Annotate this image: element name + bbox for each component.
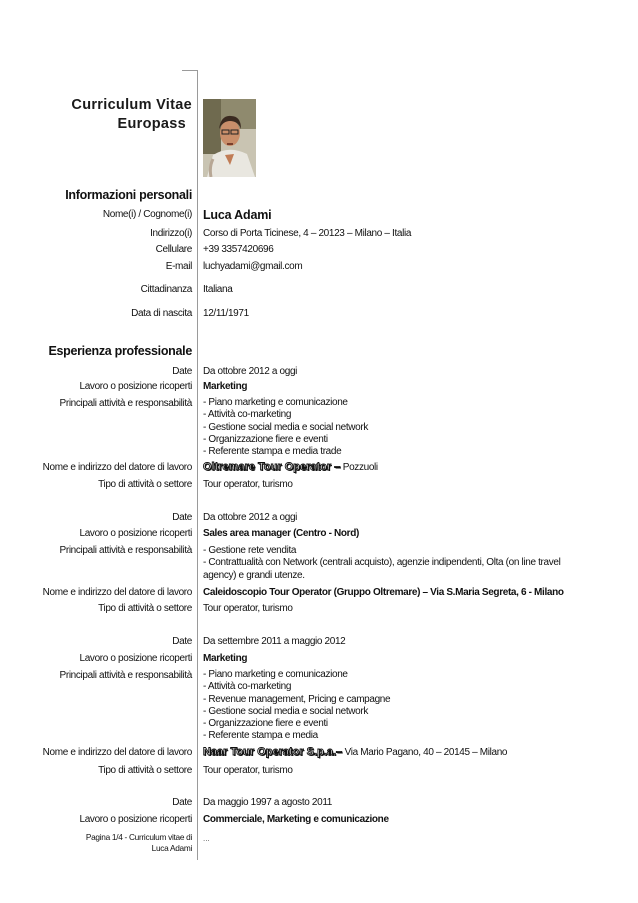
employer-address: Pozzuoli (340, 462, 378, 473)
job1-activities (203, 397, 595, 458)
job2-activities-label: Principali attività e responsabilità (59, 545, 192, 556)
job4-date: Da maggio 1997 a agosto 2011 (203, 797, 333, 808)
job1-date-label: Date (172, 366, 192, 377)
activity-item: - Organizzazione fiere e eventi (203, 433, 328, 445)
cv-subtitle: Europass (117, 116, 186, 132)
job2-sector-label: Tipo di attività o settore (98, 603, 192, 614)
activity-item: - Referente stampa e media trade (203, 446, 342, 458)
footer-page-info: Pagina 1/4 - Curriculum vitae di (85, 832, 192, 842)
job1-activities-label: Principali attività e responsabilità (59, 398, 192, 409)
activity-item: - Attività co-marketing (203, 409, 292, 421)
email-value[interactable]: luchyadami@gmail.com (203, 261, 303, 272)
job2-sector: Tour operator, turismo (203, 603, 293, 614)
job4-position-label: Lavoro o posizione ricoperti (79, 814, 192, 825)
job1-sector-label: Tipo di attività o settore (98, 479, 192, 490)
job4-date-label: Date (172, 797, 192, 808)
employer-name: Oltremare Tour Operator – (203, 461, 341, 473)
activity-item: - Organizzazione fiere e eventi (203, 718, 328, 730)
footer-author: Luca Adami (151, 842, 192, 853)
header-rule (182, 70, 198, 71)
job4-position: Commerciale, Marketing e comunicazione (203, 814, 389, 825)
job2-position: Sales area manager (Centro - Nord) (203, 528, 359, 539)
birth-date-label: Data di nascita (131, 308, 192, 319)
phone-label: Cellulare (155, 244, 192, 255)
email-label: E-mail (165, 261, 192, 272)
column-divider (197, 70, 198, 860)
address-label: Indirizzo(i) (150, 228, 192, 239)
activity-item: - Gestione social media e social network (203, 705, 368, 717)
job3-employer (203, 746, 507, 758)
activity-item: - Referente stampa e media (203, 730, 318, 742)
job1-employer-label: Nome e indirizzo del datore di lavoro (42, 462, 192, 473)
activity-item: - Revenue management, Pricing e campagne (203, 693, 391, 705)
job3-sector: Tour operator, turismo (203, 765, 293, 776)
nationality-value: Italiana (203, 284, 233, 295)
name-label: Nome(i) / Cognome(i) (102, 209, 192, 220)
nationality-label: Cittadinanza (140, 284, 192, 295)
profile-photo (203, 99, 256, 177)
section-experience: Esperienza professionale (48, 344, 192, 358)
activity-item: - Gestione social media e social network (203, 421, 368, 433)
job1-position-label: Lavoro o posizione ricoperti (79, 381, 192, 392)
activity-item: - Gestione rete vendita (203, 545, 297, 556)
activity-item: - Piano marketing e comunicazione (203, 397, 348, 408)
job3-position: Marketing (203, 653, 248, 664)
employer-name: Naar Tour Operator S.p.a.– (203, 746, 343, 758)
page-footer (86, 832, 192, 853)
job1-position: Marketing (203, 381, 248, 392)
job3-position-label: Lavoro o posizione ricoperti (79, 653, 192, 664)
job2-activities (203, 545, 595, 582)
job2-date: Da ottobre 2012 a oggi (203, 512, 298, 523)
job1-date: Da ottobre 2012 a oggi (203, 366, 298, 377)
cv-title: Curriculum Vitae (71, 97, 192, 113)
job3-activities (203, 669, 595, 743)
footer-mark: ... (203, 834, 210, 843)
activity-item: - Piano marketing e comunicazione (203, 669, 348, 680)
activity-item: - Contrattualità con Network (centrali acquisto), agenzie indipendenti, Olta (on line travel agency) e grandi utenze. (203, 557, 561, 581)
job3-sector-label: Tipo di attività o settore (98, 765, 192, 776)
section-personal-info: Informazioni personali (65, 188, 192, 202)
job1-sector: Tour operator, turismo (203, 479, 293, 490)
job2-date-label: Date (172, 512, 192, 523)
activity-item: - Attività co-marketing (203, 681, 292, 693)
job1-employer (203, 461, 378, 473)
name-value: Luca Adami (203, 208, 272, 222)
job3-activities-label: Principali attività e responsabilità (59, 670, 192, 681)
job3-employer-label: Nome e indirizzo del datore di lavoro (42, 747, 192, 758)
employer-address: Via Mario Pagano, 40 – 20145 – Milano (342, 747, 508, 758)
address-value: Corso di Porta Ticinese, 4 – 20123 – Milano – Italia (203, 228, 412, 239)
job3-date: Da settembre 2011 a maggio 2012 (203, 636, 346, 647)
birth-date-value: 12/11/1971 (203, 308, 249, 319)
job2-employer: Caleidoscopio Tour Operator (Gruppo Oltremare) – Via S.Maria Segreta, 6 - Milano (203, 587, 564, 598)
job2-employer-label: Nome e indirizzo del datore di lavoro (42, 587, 192, 598)
phone-value: +39 3357420696 (203, 244, 274, 255)
job2-position-label: Lavoro o posizione ricoperti (79, 528, 192, 539)
job3-date-label: Date (172, 636, 192, 647)
